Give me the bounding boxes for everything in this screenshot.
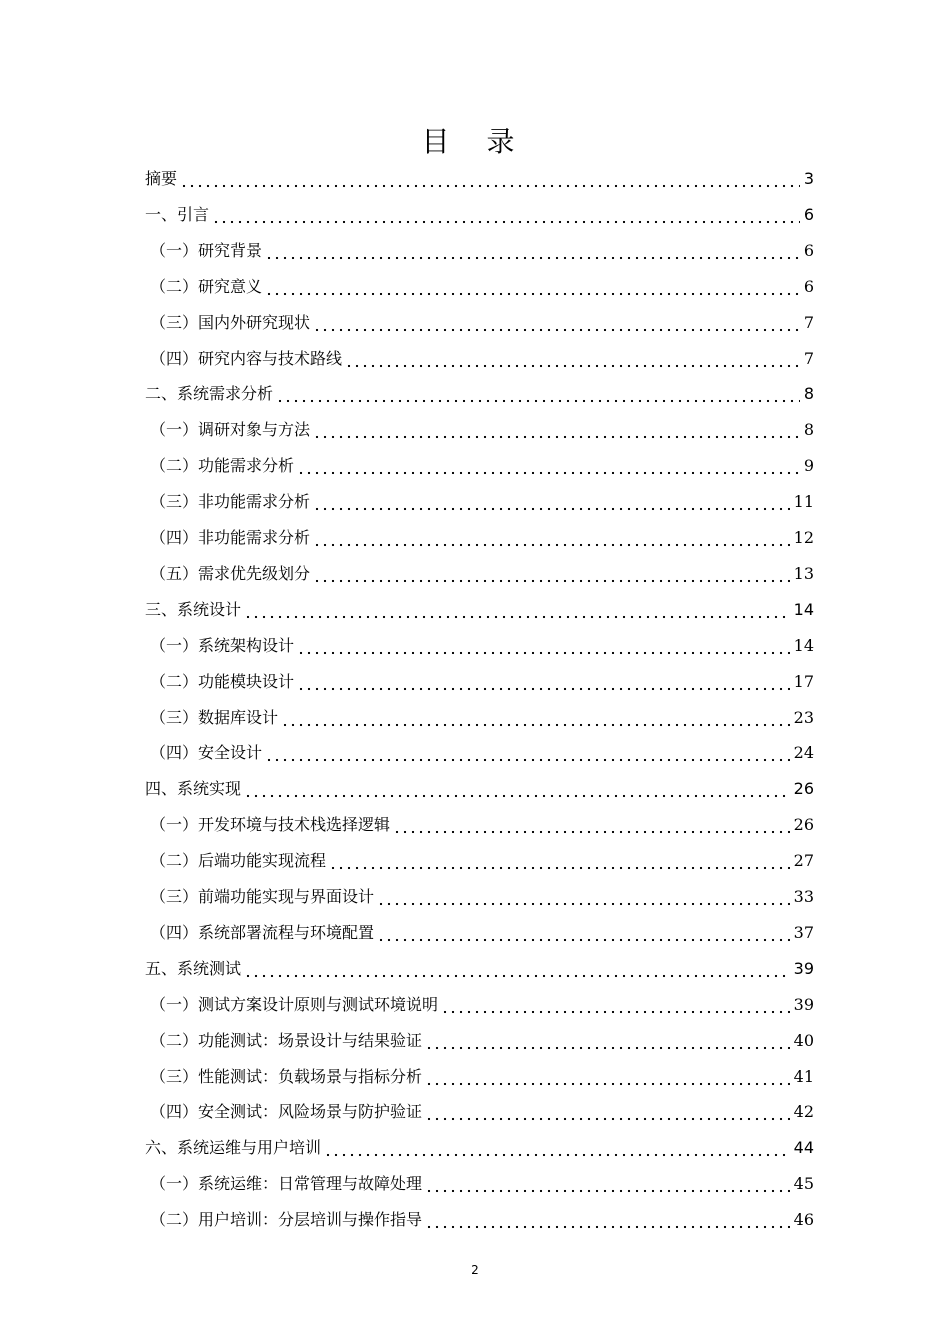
toc-section-entry[interactable] (0, 556, 950, 592)
page-number: 2 (471, 1263, 479, 1277)
toc-dot-leader (265, 758, 790, 762)
toc-dot-leader (180, 184, 800, 188)
toc-entry-label: （二）功能模块设计 (150, 671, 295, 691)
toc-entry-label: （一）调研对象与方法 (150, 420, 311, 440)
toc-dot-leader (425, 1225, 790, 1229)
toc-entry-page-number: 6 (803, 276, 814, 296)
toc-entry-label: （四）研究内容与技术路线 (150, 348, 343, 368)
toc-entry-label: 二、系统需求分析 (145, 384, 274, 404)
toc-section-entry[interactable] (0, 735, 950, 771)
toc-entry-page-number: 27 (793, 851, 814, 871)
toc-section-entry[interactable] (0, 484, 950, 520)
toc-section-entry[interactable] (0, 1202, 950, 1238)
toc-dot-leader (297, 687, 790, 691)
toc-entry-page-number: 14 (793, 599, 814, 619)
toc-entry-label: 摘要 (145, 169, 178, 188)
toc-entry-page-number: 3 (803, 169, 814, 188)
toc-entry-label: 六、系统运维与用户培训 (145, 1138, 322, 1158)
toc-dot-leader (265, 292, 800, 296)
toc-dot-leader (265, 256, 800, 260)
toc-entry-label: （一）研究背景 (150, 240, 263, 260)
toc-chapter-entry[interactable] (0, 771, 950, 807)
toc-dot-leader (313, 435, 800, 439)
toc-entry-label: （一）系统运维：日常管理与故障处理 (150, 1174, 423, 1194)
toc-section-entry[interactable] (0, 879, 950, 915)
toc-section-entry[interactable] (0, 987, 950, 1023)
toc-entry-page-number: 17 (793, 671, 814, 691)
toc-dot-leader (244, 615, 790, 619)
toc-entry-page-number: 39 (793, 994, 814, 1014)
toc-dot-leader (313, 543, 790, 547)
toc-dot-leader (244, 794, 790, 798)
toc-dot-leader (212, 220, 800, 224)
toc-entry-page-number: 13 (793, 563, 814, 583)
toc-section-entry[interactable] (0, 700, 950, 736)
toc-dot-leader (425, 1117, 790, 1121)
toc-chapter-entry[interactable] (0, 951, 950, 987)
toc-dot-leader (377, 938, 790, 942)
toc-section-entry[interactable] (0, 664, 950, 700)
toc-dot-leader (313, 328, 800, 332)
toc-entry-page-number: 33 (793, 887, 814, 906)
toc-dot-leader (244, 974, 790, 978)
toc-section-entry[interactable] (0, 843, 950, 879)
toc-entry-label: 三、系统设计 (145, 599, 242, 619)
toc-entry-label: 一、引言 (145, 204, 210, 224)
toc-entry-label: （二）研究意义 (150, 276, 263, 296)
toc-entry-label: （三）国内外研究现状 (150, 312, 311, 332)
toc-entry-label: （四）安全测试：风险场景与防护验证 (150, 1102, 423, 1122)
toc-dot-leader (425, 1189, 790, 1193)
toc-entry-label: （一）开发环境与技术栈选择逻辑 (150, 815, 391, 835)
toc-dot-leader (425, 1082, 790, 1086)
toc-dot-leader (329, 866, 790, 870)
toc-dot-leader (425, 1046, 790, 1050)
toc-entry-page-number: 6 (803, 240, 814, 260)
toc-entry-page-number: 26 (793, 815, 814, 835)
toc-entry-label: （四）安全设计 (150, 743, 263, 763)
toc-entry-page-number: 26 (793, 779, 814, 799)
toc-section-entry[interactable] (0, 915, 950, 951)
toc-entry-page-number: 9 (803, 456, 814, 476)
toc-dot-leader (345, 364, 800, 368)
toc-entry-label: （四）系统部署流程与环境配置 (150, 922, 375, 942)
toc-dot-leader (281, 723, 790, 727)
toc-section-entry[interactable] (0, 807, 950, 843)
toc-dot-leader (393, 830, 790, 834)
toc-section-entry[interactable] (0, 628, 950, 664)
toc-entry-label: （二）用户培训：分层培训与操作指导 (150, 1210, 423, 1230)
toc-entry-page-number: 39 (793, 958, 814, 978)
toc-entry-page-number: 42 (793, 1102, 814, 1122)
toc-section-entry[interactable] (0, 1023, 950, 1059)
toc-entry-label: 五、系统测试 (145, 958, 242, 978)
toc-entry-label: （一）系统架构设计 (150, 635, 295, 655)
page-title: 目 录 (421, 125, 529, 158)
toc-entry-page-number: 24 (793, 743, 814, 763)
toc-section-entry[interactable] (0, 1166, 950, 1202)
toc-section-entry[interactable] (0, 448, 950, 484)
toc-dot-leader (377, 902, 790, 906)
toc-entry-page-number: 44 (793, 1138, 814, 1158)
toc-entry-label: （四）非功能需求分析 (150, 528, 311, 547)
toc-section-entry[interactable] (0, 520, 950, 556)
toc-dot-leader (297, 471, 800, 475)
toc-entry-page-number: 6 (803, 204, 814, 224)
toc-entry-page-number: 12 (793, 528, 814, 547)
toc-entry-label: （三）非功能需求分析 (150, 492, 311, 512)
toc-entry-label: （三）性能测试：负载场景与指标分析 (150, 1066, 423, 1086)
toc-chapter-entry[interactable] (0, 197, 950, 233)
toc-entry-page-number: 37 (793, 922, 814, 942)
toc-section-entry[interactable] (0, 233, 950, 269)
toc-entry-label: （三）前端功能实现与界面设计 (150, 887, 375, 906)
toc-entry-label: （三）数据库设计 (150, 707, 279, 727)
toc-dot-leader (313, 579, 790, 583)
toc-entry-page-number: 8 (803, 420, 814, 440)
toc-section-entry[interactable] (0, 305, 950, 341)
toc-dot-leader (276, 399, 800, 403)
toc-entry-page-number: 8 (803, 384, 814, 404)
toc-section-entry[interactable] (0, 269, 950, 305)
toc-entry-label: （二）功能测试：场景设计与结果验证 (150, 1030, 423, 1050)
toc-dot-leader (313, 507, 790, 511)
toc-section-entry[interactable] (0, 341, 950, 377)
toc-entry-page-number: 11 (793, 492, 814, 512)
toc-dot-leader (324, 1153, 790, 1157)
toc-entry-label: （五）需求优先级划分 (150, 563, 311, 583)
toc-entry-page-number: 7 (803, 312, 814, 332)
toc-section-entry[interactable] (0, 412, 950, 448)
toc-section-entry[interactable] (0, 1094, 950, 1130)
toc-chapter-entry[interactable] (0, 161, 950, 197)
toc-entry-page-number: 45 (793, 1174, 814, 1194)
toc-dot-leader (441, 1010, 790, 1014)
toc-entry-label: （二）功能需求分析 (150, 456, 295, 476)
toc-entry-page-number: 41 (793, 1066, 814, 1086)
toc-entry-page-number: 46 (793, 1210, 814, 1230)
toc-section-entry[interactable] (0, 1059, 950, 1095)
toc-chapter-entry[interactable] (0, 592, 950, 628)
toc-chapter-entry[interactable] (0, 376, 950, 412)
toc-entry-page-number: 23 (793, 707, 814, 727)
toc-entry-label: （二）后端功能实现流程 (150, 851, 327, 871)
toc-entry-label: （一）测试方案设计原则与测试环境说明 (150, 994, 439, 1014)
toc-entry-page-number: 7 (803, 348, 814, 368)
toc-dot-leader (297, 651, 790, 655)
toc-entry-page-number: 14 (793, 635, 814, 655)
toc-entry-page-number: 40 (793, 1030, 814, 1050)
toc-chapter-entry[interactable] (0, 1130, 950, 1166)
toc-entry-label: 四、系统实现 (145, 779, 242, 799)
